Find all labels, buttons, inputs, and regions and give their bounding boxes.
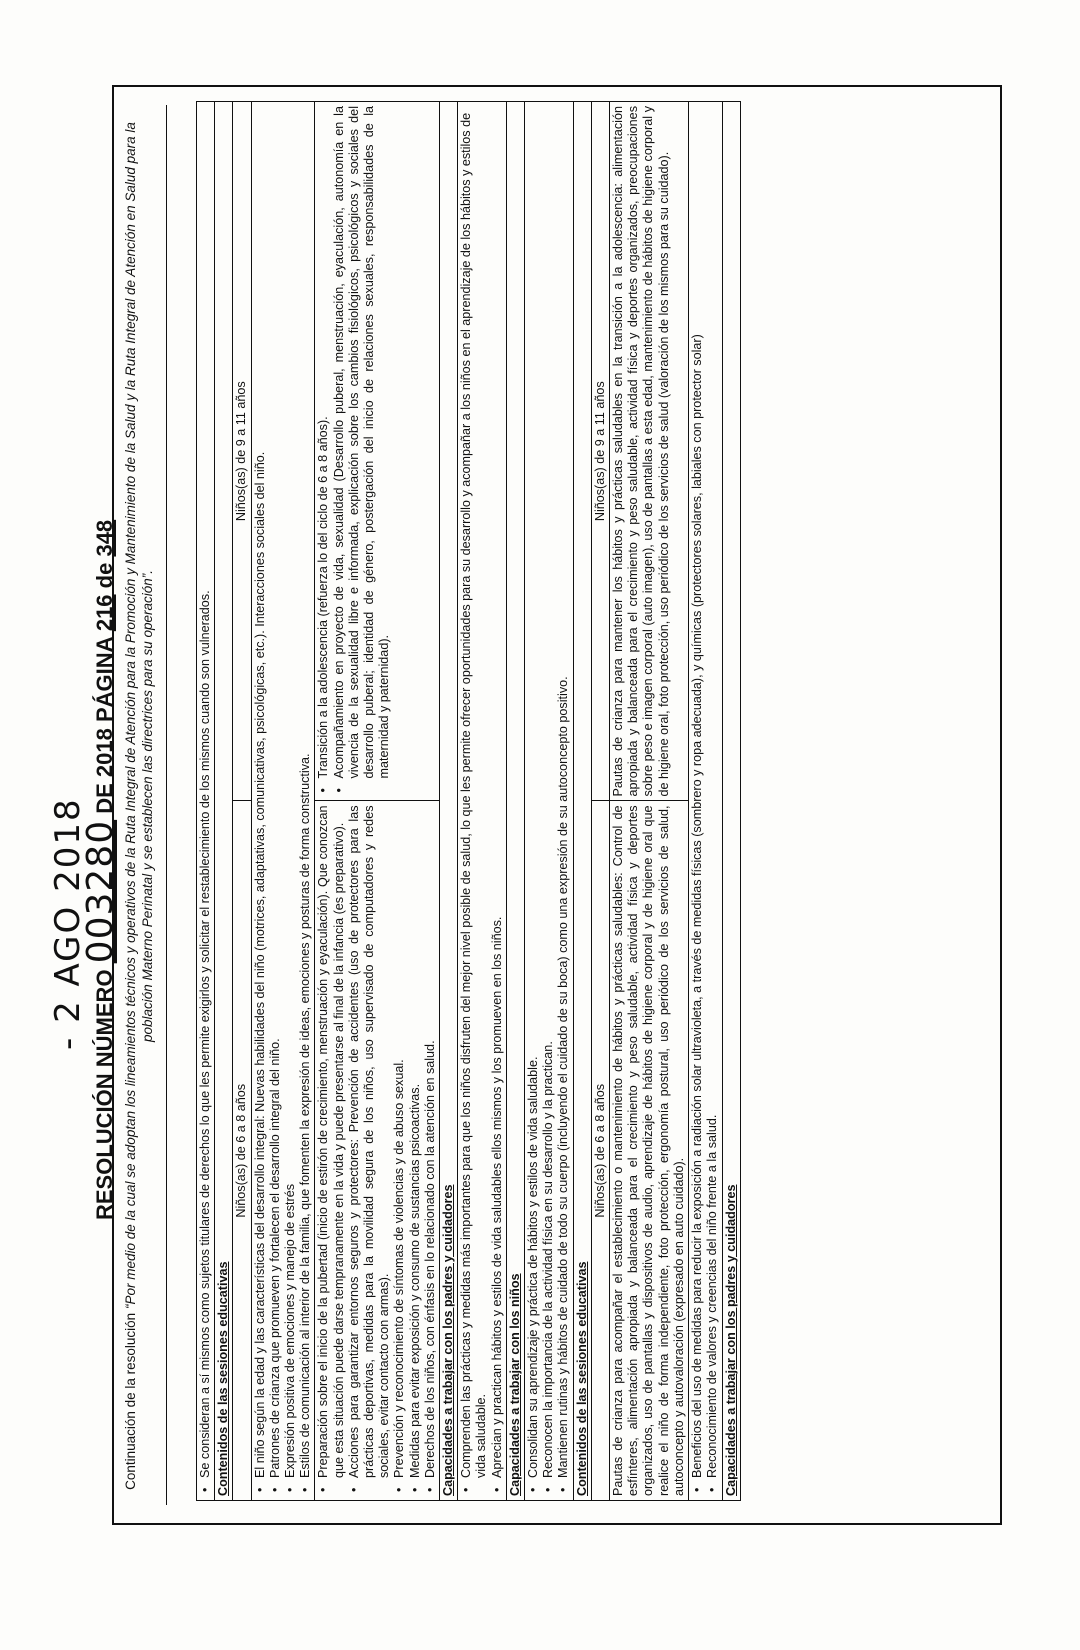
- list-item: • Estilos de comunicación al interior de la familia, que fomenten la expresión de ideas, emociones y posturas de forma constructiva.: [298, 106, 313, 1478]
- section-title-row: [215, 102, 233, 1501]
- list-item: • Transición a la adolescencia (refuerza lo del ciclo de 6 a 8 años).: [316, 106, 331, 779]
- section-title-row: [722, 102, 740, 1501]
- column-header-9-11: Niños(as) de 9 a 11 años: [591, 102, 609, 802]
- page-total: 348: [92, 519, 117, 557]
- top-item-row: [197, 102, 215, 1501]
- list-item: • Expresión positiva de emociones y manejo de estrés: [283, 106, 298, 1478]
- resolution-tail: DE 2018 PÁGINA: [92, 631, 117, 820]
- table-row: [689, 102, 722, 1501]
- table-row: [525, 102, 574, 1501]
- list-item: • Aprecian y practican hábitos y estilos de vida saludables ellos mismos y los promueven en los niños.: [490, 106, 505, 1478]
- resolution-label: RESOLUCIÓN NÚMERO: [92, 969, 117, 1220]
- page-number: 216: [92, 594, 117, 632]
- list-item: • Acompañamiento en proyecto de vida, sexualidad (Desarrollo puberal, menstruación, eyaculación, autonomía en la vivencia de la sexualidad libre e informada, explicación sobre los cambios fisiológicos, psicológicos y sociales del desarrollo puberal; identidad de género, postergación del inicio de relaciones sexuales, responsabilidades de la maternidad y paternidad).: [332, 106, 393, 779]
- section-title-row: [573, 102, 591, 1501]
- list-item: • Se consideran a sí mismos como sujetos titulares de derechos lo que les permite exigirlos y solicitar el restablecimiento de los mismos cuando son vulnerados.: [198, 106, 213, 1478]
- list-item: • Medidas para evitar exposición y consumo de sustancias psicoactivas.: [408, 806, 423, 1479]
- section-title: Contenidos de las sesiones educativas: [215, 102, 233, 1501]
- page-of: de: [92, 556, 117, 595]
- list-item: • Patrones de crianza que promueven y fortalecen el desarrollo integral del niño.: [268, 106, 283, 1478]
- list-item: • Mantienen rutinas y hábitos de cuidado de todo su cuerpo (incluyendo el cuidado de su boca) como una expresión de su autoconcepto positivo.: [556, 106, 571, 1478]
- list-item: • Derechos de los niños, con énfasis en lo relacionado con la atención en salud.: [423, 806, 438, 1479]
- document-frame: [112, 85, 1002, 1525]
- list-item: • Consolidan su aprendizaje y práctica de hábitos y estilos de vida saludable.: [526, 106, 541, 1478]
- section-title: Capacidades a trabajar con los niños: [506, 102, 524, 1501]
- column-header-9-11: Niños(as) de 9 a 11 años: [233, 102, 251, 802]
- table-row: [458, 102, 507, 1501]
- list-item: • Preparación sobre el inicio de la pubertad (inicio de estirón de crecimiento, menstruación y eyaculación). Que conozcan que esta situación puede darse tempranamente en la vida y puede presentarse al final de la infancia (es preparativo).: [316, 806, 346, 1479]
- table-row: [251, 102, 315, 1501]
- column-header-6-8: Niños(as) de 6 a 8 años: [233, 801, 251, 1501]
- list-item: • Beneficios del uso de medidas para reducir la exposición a radiación solar ultravioleta, a través de medidas físicas (sombrero y ropa adecuada), y químicas (protectores solares, labiales con protector solar): [690, 106, 705, 1478]
- table-row: [315, 102, 440, 1501]
- pautas-9-11: Pautas de crianza para mantener los hábitos y prácticas saludables en la transición a la adolescencia: alimentación apropiada y balanceada para el crecimiento y peso saludable, actividad física y deportes organizados, preocupaciones sobre peso e imagen corporal (auto imagen), uso de pantallas a esta edad, mantenimiento de hábitos de higiene corporal y de higiene oral, foto protección, uso periódico de los servicios de salud (valoración de los mismos para su cuidado).: [610, 102, 689, 802]
- list-item: • Reconocimiento de valores y creencias del niño frente a la salud.: [705, 106, 720, 1478]
- section-title: Capacidades a trabajar con los padres y cuidadores: [440, 102, 458, 1501]
- intro-paragraph: [122, 101, 156, 1511]
- content-table: [196, 101, 741, 1501]
- date-stamp: - 2 AGO 2018: [48, 797, 88, 1050]
- column-header-row: [233, 102, 251, 1501]
- column-header-row: [591, 102, 609, 1501]
- column-header-6-8: Niños(as) de 6 a 8 años: [591, 801, 609, 1501]
- section-title: Capacidades a trabajar con los padres y cuidadores: [722, 102, 740, 1501]
- intro-lead: Continuación de la resolución: [123, 1312, 138, 1490]
- resolution-number: 003280: [80, 819, 121, 964]
- section-title: Contenidos de las sesiones educativas: [573, 102, 591, 1501]
- section-title-row: [440, 102, 458, 1501]
- list-item: • Prevención y reconocimiento de síntomas de violencias y de abuso sexual.: [392, 806, 407, 1479]
- list-item: • El niño según la edad y las características del desarrollo integral: Nuevas habilidades del niño (motrices, adaptativas, comunicativas, psicológicas, etc.). Interacciones sociales del niño.: [253, 106, 268, 1478]
- section-title-row: [506, 102, 524, 1501]
- list-item: • Comprenden las prácticas y medidas más importantes para que los niños disfruten del mejor nivel posible de salud, lo que les permite ofrecer oportunidades para su desarrollo y acompañar a los niños en el aprendizaje de los hábitos y estilos de vida saludable.: [459, 106, 489, 1478]
- intro-text: “Por medio de la cual se adoptan los lineamientos técnicos y operativos de la Ruta Integral de Atención para la Promoción y Mantenimiento de la Salud y la Ruta Integral de Atención en Salud para la población Materno Perinatal y se establecen las directrices para su operación”.: [123, 122, 155, 1310]
- table-row: [610, 102, 689, 1501]
- list-item: • Reconocen la importancia de la actividad física en su desarrollo y la practican.: [541, 106, 556, 1478]
- pautas-6-8: Pautas de crianza para acompañar el establecimiento o mantenimiento de hábitos y prácticas saludables: Control de esfínteres, alimentación apropiada y balanceada para el crecimiento y peso saludable, actividad física y deportes organizados, uso de pantallas y dispositivos de audio, aprendizaje de hábitos de higiene corporal y de higiene oral que realice el niño de forma independiente, foto protección, ergonomía postural, uso periódico de los servicios de salud, autoconcepto y autovaloración (expresado en auto cuidado).: [610, 801, 689, 1501]
- separator-rule: [166, 105, 167, 1505]
- list-item: • Acciones para garantizar entornos seguros y protectores: Prevención de accidentes (uso de protectores para las prácticas deportivas, medidas para la movilidad segura de los niños, uso supervisado de computadores y redes sociales, evitar contacto con armas).: [347, 806, 393, 1479]
